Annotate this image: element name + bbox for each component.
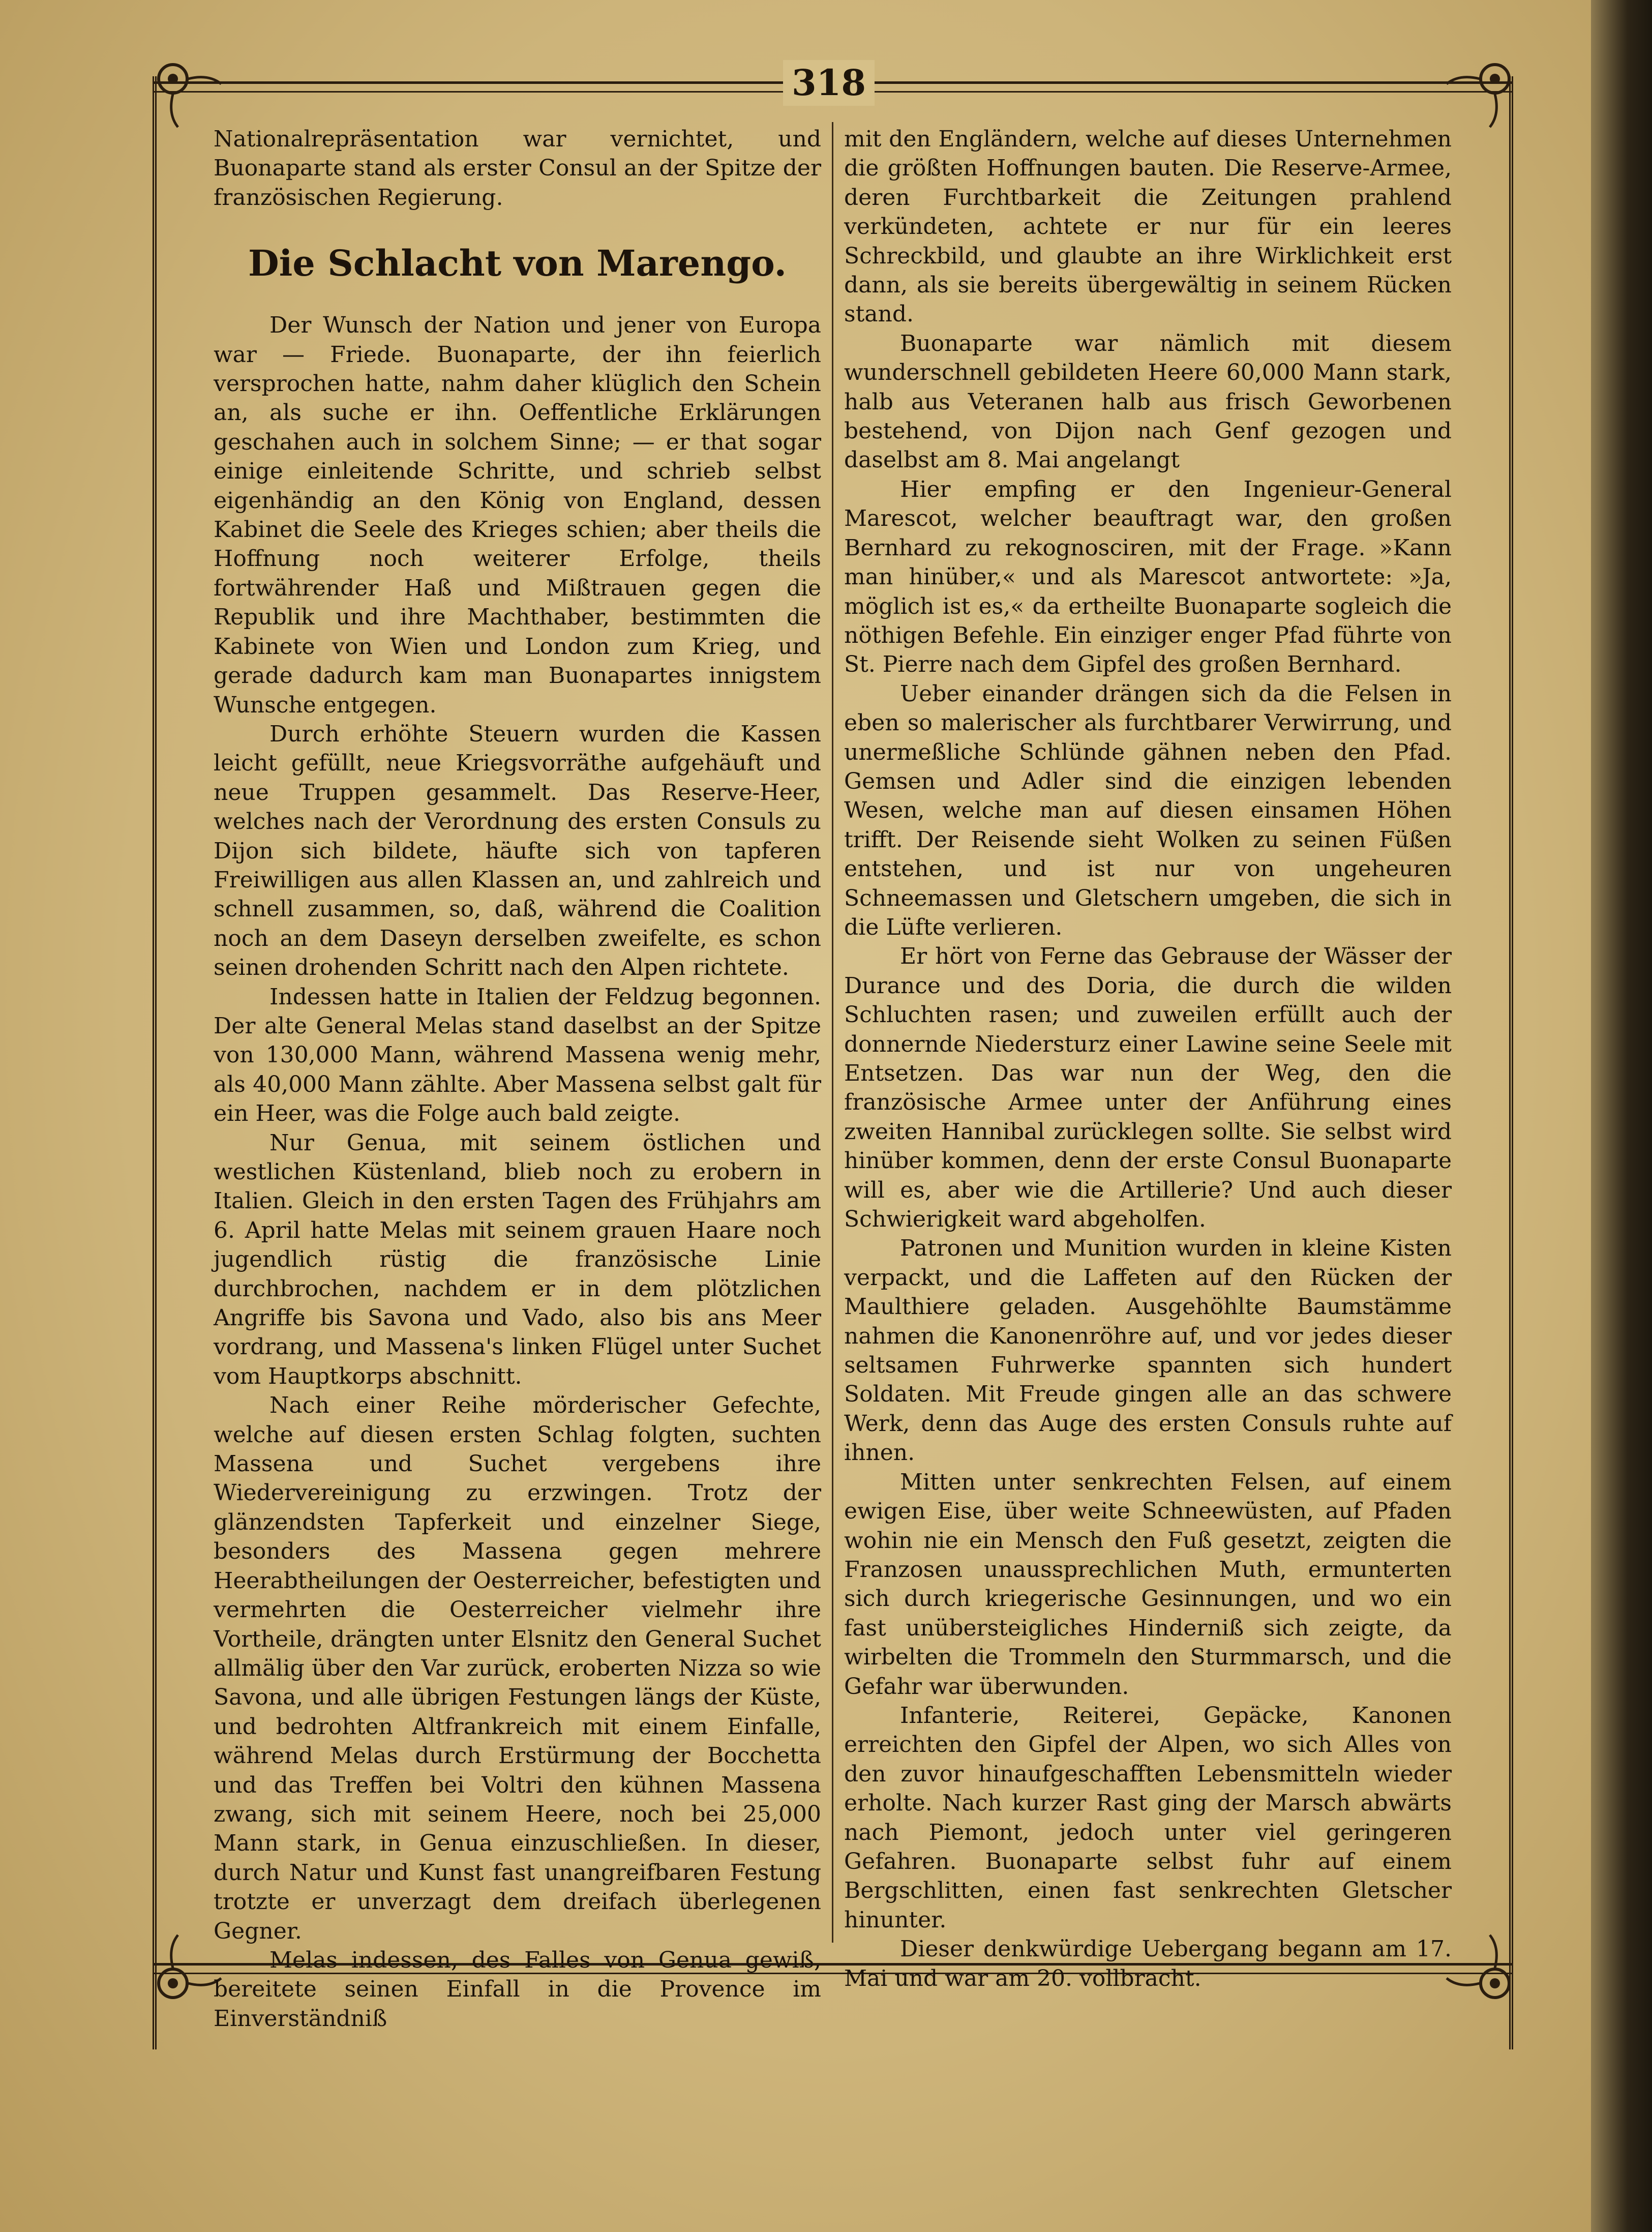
article-heading: Die Schlacht von Marengo.	[248, 242, 787, 285]
paragraph: Er hört von Ferne das Gebrause der Wässer der Durance und des Doria, die durch die wilden Schluchten rasen; und zuweilen erfüllt auch der donnernde Niedersturz einer Lawine seine Seele mit Entsetzen. Das war nun der Weg, den die französische Armee unter der Anführung eines zweiten Hannibal zurücklegen sollte. Sie selbst wird hinüber kommen, denn der erste Consul Buonaparte will es, aber wie die Artillerie? Und auch dieser Schwierigkeit ward abgeholfen.	[844, 943, 1452, 1233]
left-column	[214, 125, 821, 2033]
paragraph: Dieser denkwürdige Uebergang begann am 17. Mai und war am 20. vollbracht.	[844, 1936, 1452, 1991]
paragraph: Mitten unter senkrechten Felsen, auf einem ewigen Eise, über weite Schneewüsten, auf Pfaden wohin nie ein Mensch den Fuß gesetzt, zeigten die Franzosen unaussprechlichen Muth, ermunterten sich durch kriegerische Gesinnungen, und wo ein fast unübersteigliches Hinderniß sich zeigte, da wirbelten die Trommeln den Sturmmarsch, und die Gefahr war überwunden.	[844, 1469, 1452, 1700]
paragraph: Nach einer Reihe mörderischer Gefechte, welche auf diesen ersten Schlag folgten, suchten Massena und Suchet vergebens ihre Wiedervereinigung zu erzwingen. Trotz der glänzendsten Tapferkeit und einzelner Siege, besonders des Massena gegen mehrere Heerabtheilungen der Oesterreicher, befestigten und vermehrten die Oesterreicher vielmehr ihre Vortheile, drängten unter Elsnitz den General Suchet allmälig über den Var zurück, eroberten Nizza so wie Savona, und alle übrigen Festungen längs der Küste, und bedrohten Altfrankreich mit einem Einfalle, während Melas durch Erstürmung der Bocchetta und das Treffen bei Voltri den kühnen Massena zwang, sich mit seinem Heere, noch bei 25,000 Mann stark, in Genua einzuschließen. In dieser, durch Natur und Kunst fast unangreifbaren Festung trotzte er unverzagt dem dreifach überlegenen Gegner.	[214, 1392, 821, 1944]
ornament-corner-icon	[1444, 53, 1520, 130]
right-intro-paragraph: mit den Engländern, welche auf dieses Unternehmen die größten Hoffnungen bauten. Die Reserve-Armee, deren Furchtbarkeit die Zeitungen prahlend verkündeten, achtete er nur für ein leeres Schreckbild, und glaubte an ihre Wirklichkeit erst dann, als sie bereits übergewältig in seinem Rücken stand.	[844, 126, 1452, 328]
right-column	[844, 125, 1452, 1993]
paragraph: Infanterie, Reiterei, Gepäcke, Kanonen erreichten den Gipfel der Alpen, wo sich Alles von den zuvor hinaufgeschafften Lebensmitteln wieder erholte. Nach kurzer Rast ging der Marsch abwärts nach Piemont, jedoch unter viel geringeren Gefahren. Buonaparte selbst fuhr auf einem Bergschlitten, einen fast senkrechten Gletscher hinunter.	[844, 1702, 1452, 1933]
ornament-corner-icon	[147, 1932, 224, 2009]
ornament-corner-icon	[1444, 1932, 1520, 2009]
ornament-corner-icon	[147, 53, 224, 130]
left-intro-paragraph: Nationalrepräsentation war vernichtet, und Buonaparte stand als erster Consul an der Spitze der französischen Regierung.	[214, 126, 821, 211]
paragraph: Melas indessen, des Falles von Genua gewiß, bereitete seinen Einfall in die Provence im Einverständniß	[214, 1947, 821, 2032]
paragraph: Patronen und Munition wurden in kleine Kisten verpackt, und die Laffeten auf den Rücken der Maulthiere geladen. Ausgehöhlte Baumstämme nahmen die Kanonenröhre auf, und vor jedes dieser seltsamen Fuhrwerke spannten sich hundert Soldaten. Mit Freude gingen alle an das schwere Werk, denn das Auge des ersten Consuls ruhte auf ihnen.	[844, 1235, 1452, 1466]
paragraph: Buonaparte war nämlich mit diesem wunderschnell gebildeten Heere 60,000 Mann stark, halb aus Veteranen halb aus frisch Geworbenen bestehend, von Dijon nach Genf gezogen und daselbst am 8. Mai angelangt	[844, 330, 1452, 473]
book-binding	[1591, 0, 1652, 2232]
paragraph: Indessen hatte in Italien der Feldzug begonnen. Der alte General Melas stand daselbst an der Spitze von 130,000 Mann, während Massena wenig mehr, als 40,000 Mann zählte. Aber Massena selbst galt für ein Heer, was die Folge auch bald zeigte.	[214, 984, 821, 1127]
paragraph: Hier empfing er den Ingenieur-General Marescot, welcher beauftragt war, den großen Bernhard zu rekognosciren, mit der Frage. »Kann man hinüber,« und als Marescot antwortete: »Ja, möglich ist es,« da ertheilte Buonaparte sogleich die nöthigen Befehle. Ein einziger enger Pfad führte von St. Pierre nach dem Gipfel des großen Bernhard.	[844, 476, 1452, 678]
paragraph: Nur Genua, mit seinem östlichen und westlichen Küstenland, blieb noch zu erobern in Italien. Gleich in den ersten Tagen des Frühjahrs am 6. April hatte Melas mit seinem grauen Haare noch jugendlich rüstig die französische Linie durchbrochen, nachdem er in dem plötzlichen Angriffe bis Savona und Vado, also bis ans Meer vordrang, und Massena's linken Flügel unter Suchet vom Hauptkorps abschnitt.	[214, 1129, 821, 1389]
paragraph: Der Wunsch der Nation und jener von Europa war — Friede. Buonaparte, der ihn feierlich versprochen hatte, nahm daher klüglich den Schein an, als suche er ihn. Oeffentliche Erklärungen geschahen auch in solchem Sinne; — er that sogar einige einleitende Schritte, und schrieb selbst eigenhändig an den König von England, dessen Kabinet die Seele des Krieges schien; aber theils die Hoffnung noch weiterer Erfolge, theils fortwährender Haß und Mißtrauen gegen die Republik und ihre Machthaber, bestimmten die Kabinete von Wien und London zum Krieg, und gerade dadurch kam man Buonapartes innigstem Wunsche entgegen.	[214, 312, 821, 718]
column-divider	[832, 122, 833, 1943]
paragraph: Ueber einander drängen sich da die Felsen in eben so malerischer als furchtbarer Verwirrung, und unermeßliche Schlünde gähnen neben den Pfad. Gemsen und Adler sind die einzigen lebenden Wesen, welche man auf diesen einsamen Höhen trifft. Der Reisende sieht Wolken zu seinen Füßen entstehen, und ist nur von ungeheuren Schneemassen und Gletschern umgeben, die sich in die Lüfte verlieren.	[844, 680, 1452, 940]
page-number: 318	[783, 60, 875, 106]
paragraph: Durch erhöhte Steuern wurden die Kassen leicht gefüllt, neue Kriegsvorräthe aufgehäuft und neue Truppen gesammelt. Das Reserve-Heer, welches nach der Verordnung des ersten Consuls zu Dijon sich bildete, häufte sich von tapferen Freiwilligen aus allen Klassen an, und zahlreich und schnell zusammen, so, daß, während die Coalition noch an dem Daseyn derselben zweifelte, es schon seinen drohenden Schritt nach den Alpen richtete.	[214, 721, 821, 981]
